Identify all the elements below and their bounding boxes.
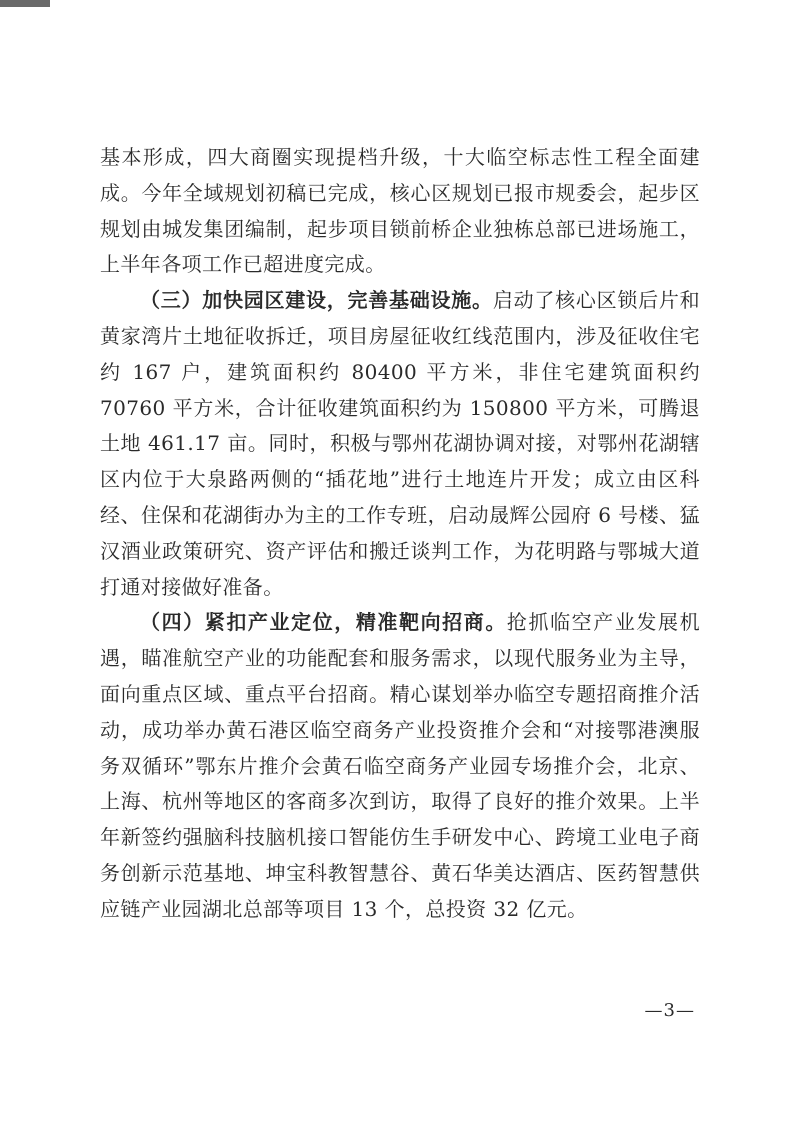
paragraph-section-4 (100, 605, 700, 927)
paragraph-text: 抢抓临空产业发展机遇，瞄准航空产业的功能配套和服务需求，以现代服务业为主导，面向重点区域、重点平台招商。精心谋划举办临空专题招商推介活动，成功举办黄石港区临空商务产业投资推介会和“对接鄂港澳服务双循环”鄂东片推介会黄石临空商务产业园专场推介会，北京、上海、杭州等地区的客商多次到访，取得了良好的推介效果。上半年新签约强脑科技脑机接口智能仿生手研发中心、跨境工业电子商务创新示范基地、坤宝科教智慧谷、黄石华美达酒店、医药智慧供应链产业园湖北总部等项目 13 个，总投资 32 亿元。 (100, 610, 700, 921)
paragraph-section-3 (100, 283, 700, 605)
section-heading-3: （三）加快园区建设，完善基础设施。 (140, 288, 493, 313)
paragraph-text: 基本形成，四大商圈实现提档升级，十大临空标志性工程全面建成。今年全域规划初稿已完成，核心区规划已报市规委会，起步区规划由城发集团编制，起步项目锁前桥企业独栋总部已进场施工，上半年各项工作已超进度完成。 (100, 145, 700, 277)
paragraph-continued (100, 140, 700, 283)
scan-edge-mark (0, 0, 50, 7)
paragraph-text: 启动了核心区锁后片和黄家湾片土地征收拆迁，项目房屋征收红线范围内，涉及征收住宅约 167 户，建筑面积约 80400 平方米，非住宅建筑面积约 70760 平方米，合计征收建筑面积约为 150800 平方米，可腾退土地 461.17 亩。同时，积极与鄂州花湖协调对接，对鄂州花湖辖区内位于大泉路两侧的“插花地”进行土地连片开发；成立由区科经、住保和花湖街办为主的工作专班，启动晟辉公园府 6 号楼、猛汉酒业政策研究、资产评估和搬迁谈判工作，为花明路与鄂城大道打通对接做好准备。 (100, 288, 700, 599)
page-number: —3— (644, 1000, 695, 1021)
section-heading-4: （四）紧扣产业定位，精准靶向招商。 (140, 610, 507, 635)
document-body (100, 140, 700, 928)
